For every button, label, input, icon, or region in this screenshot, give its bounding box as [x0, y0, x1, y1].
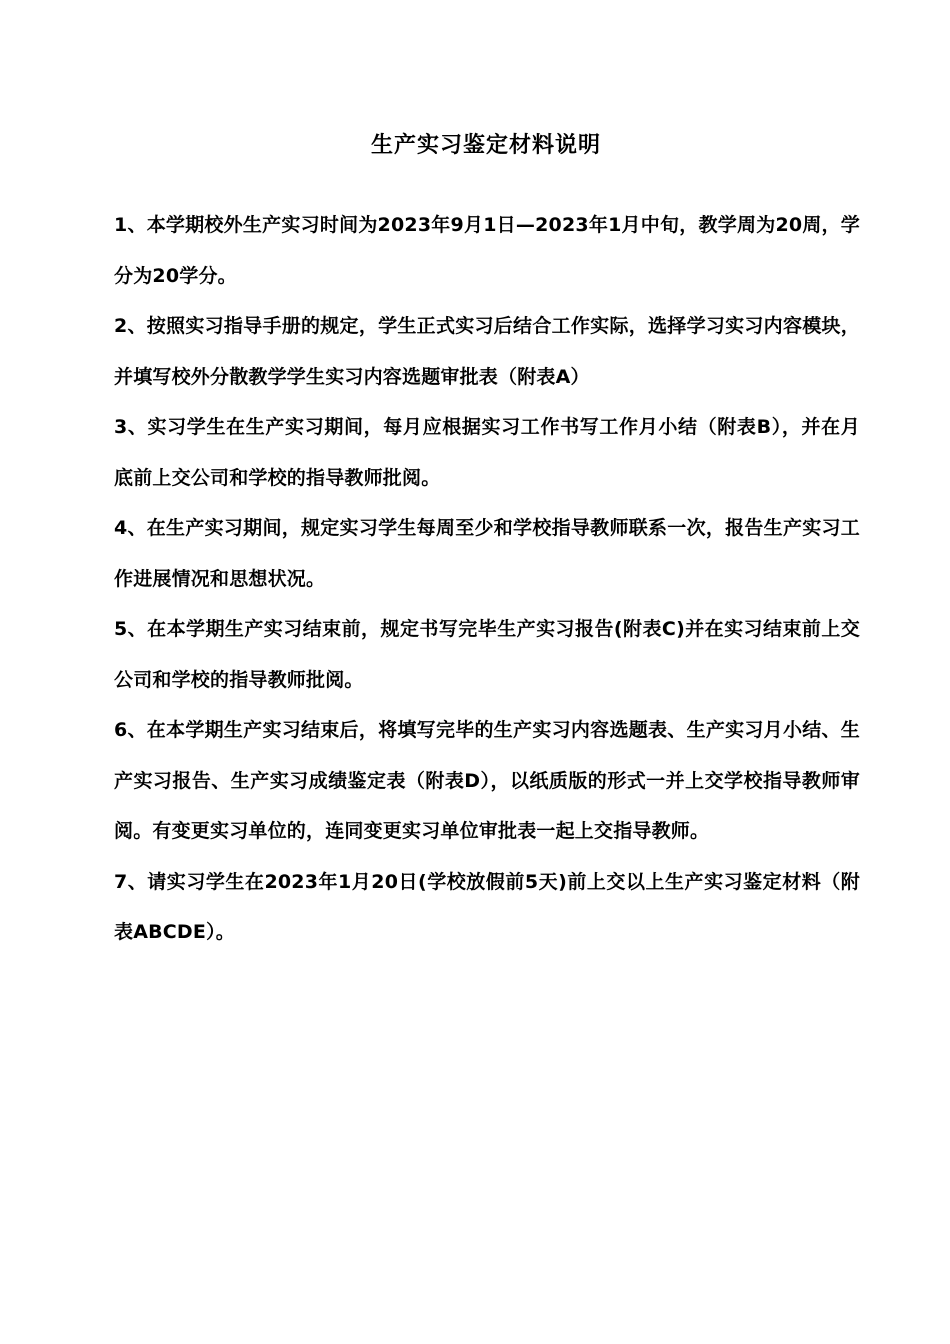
instruction-item-6: 6、在本学期生产实习结束后，将填写完毕的生产实习内容选题表、生产实习月小结、生产实习报告、生产实习成绩鉴定表（附表D），以纸质版的形式一并上交学校指导教师审阅。有变更实习单位的，连同变更实习单位审批表一起上交指导教师。 [114, 719, 860, 842]
instruction-item-5: 5、在本学期生产实习结束前，规定书写完毕生产实习报告(附表C)并在实习结束前上交公司和学校的指导教师批阅。 [114, 618, 860, 691]
instruction-item-2: 2、按照实习指导手册的规定，学生正式实习后结合工作实际，选择学习实习内容模块，并填写校外分散教学学生实习内容选题审批表（附表A） [114, 315, 860, 388]
document-body [114, 200, 860, 958]
instruction-item-4: 4、在生产实习期间，规定实习学生每周至少和学校指导教师联系一次，报告生产实习工作进展情况和思想状况。 [114, 517, 860, 590]
instruction-item-1: 1、本学期校外生产实习时间为2023年9月1日—2023年1月中旬，教学周为20周，学分为20学分。 [114, 214, 860, 287]
document-title: 生产实习鉴定材料说明 [370, 133, 601, 158]
instruction-item-3: 3、实习学生在生产实习期间，每月应根据实习工作书写工作月小结（附表B），并在月底前上交公司和学校的指导教师批阅。 [114, 416, 860, 489]
instruction-item-7: 7、请实习学生在2023年1月20日(学校放假前5天)前上交以上生产实习鉴定材料（附表ABCDE）。 [114, 870, 860, 943]
